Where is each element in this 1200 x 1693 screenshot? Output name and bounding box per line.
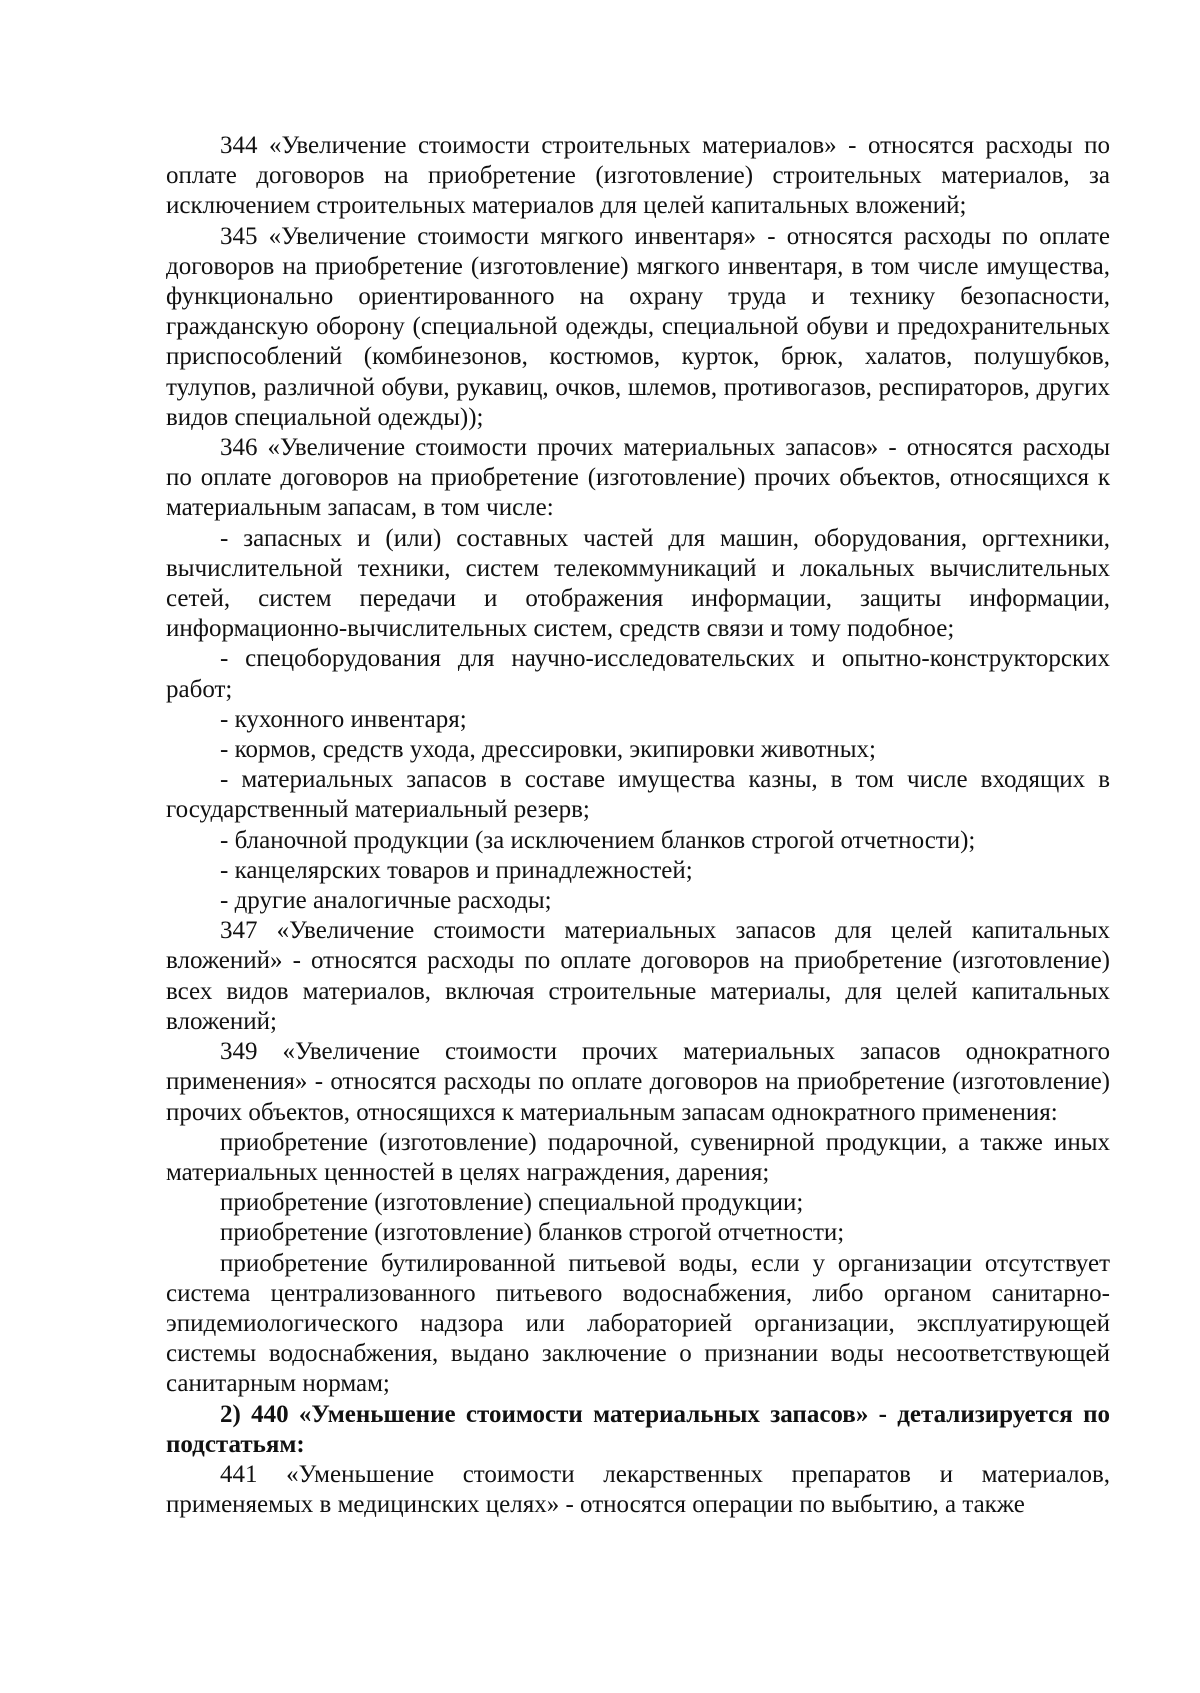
list-item-spare-parts: - запасных и (или) составных частей для машин, оборудования, оргтехники, вычислительной техники, систем телекоммуникаций и локальных вычислительных сетей, систем передачи и отображения информации, защиты информации, информационно-вычислительных систем, средств связи и тому подобное; bbox=[166, 524, 1110, 643]
document-body bbox=[166, 131, 1110, 1520]
list-item-animal-feed: - кормов, средств ухода, дрессировки, экипировки животных; bbox=[220, 736, 876, 764]
paragraph-strict-forms: приобретение (изготовление) бланков строгой отчетности; bbox=[220, 1219, 845, 1247]
list-item-kitchen-inventory: - кухонного инвентаря; bbox=[220, 705, 467, 733]
paragraph-345: 345 «Увеличение стоимости мягкого инвентаря» - относятся расходы по оплате договоров на приобретение (изготовление) мягкого инвентаря, в том числе имущества, функционально ориентированного на охрану труда и технику безопасности, гражданскую оборону (специальной одежды, специальной обуви и предохранительных приспособлений (комбинезонов, костюмов, курток, брюк, халатов, полушубков, тулупов, различной обуви, рукавиц, очков, шлемов, противогазов, респираторов, других видов специальной одежды)); bbox=[166, 222, 1110, 431]
paragraph-347: 347 «Увеличение стоимости материальных запасов для целей капитальных вложений» - относятся расходы по оплате договоров на приобретение (изготовление) всех видов материалов, включая строительные материалы, для целей капитальных вложений; bbox=[166, 917, 1110, 1035]
list-item-other-expenses: - другие аналогичные расходы; bbox=[220, 887, 552, 915]
list-item-treasury-stock: - материальных запасов в составе имущества казны, в том числе входящих в государственный материальный резерв; bbox=[166, 766, 1110, 824]
list-item-stationery: - канцелярских товаров и принадлежностей; bbox=[220, 856, 693, 884]
list-item-blank-forms: - бланочной продукции (за исключением бланков строгой отчетности); bbox=[220, 826, 976, 854]
paragraph-441: 441 «Уменьшение стоимости лекарственных препаратов и материалов, применяемых в медицинских целях» - относятся операции по выбытию, а также bbox=[166, 1460, 1110, 1519]
paragraph-346: 346 «Увеличение стоимости прочих материальных запасов» - относятся расходы по оплате договоров на приобретение (изготовление) прочих объектов, относящихся к материальным запасам, в том числе: bbox=[166, 434, 1110, 522]
list-item-special-equipment: - спецоборудования для научно-исследовательских и опытно-конструкторских работ; bbox=[166, 645, 1110, 703]
paragraph-bottled-water: приобретение бутилированной питьевой воды, если у организации отсутствует система централизованного питьевого водоснабжения, либо органом санитарно-эпидемиологического надзора или лабораторией организации, эксплуатирующей системы водоснабжения, выдано заключение о признании воды несоответствующей санитарным нормам; bbox=[166, 1249, 1110, 1398]
section-heading-440: 2) 440 «Уменьшение стоимости материальных запасов» - детализируется по подстатьям: bbox=[166, 1400, 1110, 1458]
paragraph-special-products: приобретение (изготовление) специальной продукции; bbox=[220, 1189, 804, 1217]
paragraph-gift-products: приобретение (изготовление) подарочной, сувенирной продукции, а также иных материальных ценностей в целях награждения, дарения; bbox=[166, 1128, 1110, 1186]
paragraph-344: 344 «Увеличение стоимости строительных материалов» - относятся расходы по оплате договоров на приобретение (изготовление) строительных материалов, за исключением строительных материалов для целей капитальных вложений; bbox=[166, 132, 1110, 220]
paragraph-349: 349 «Увеличение стоимости прочих материальных запасов однократного применения» - относятся расходы по оплате договоров на приобретение (изготовление) прочих объектов, относящихся к материальным запасам однократного применения: bbox=[166, 1038, 1110, 1126]
